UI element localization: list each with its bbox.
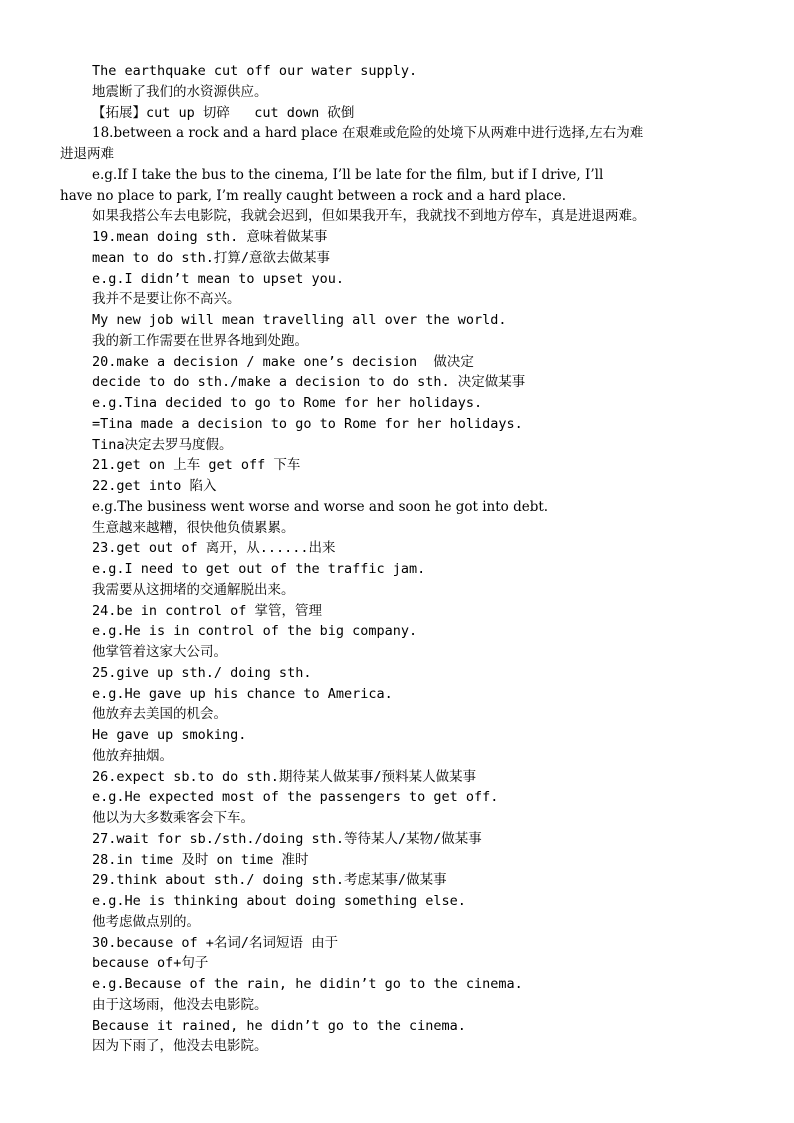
text-line: Tina决定去罗马度假。 [92, 436, 233, 453]
text-line: 生意越来越糟，很快他负债累累。 [92, 519, 295, 536]
text-line: e.g.Tina decided to go to Rome for her holidays. [92, 395, 483, 411]
text-line: 我的新工作需要在世界各地到处跑。 [92, 332, 308, 349]
text-line: 他掌管着这家大公司。 [92, 644, 227, 660]
text-line: e.g.He is thinking about doing something else. [92, 893, 466, 909]
text-line: Because it rained, he didn’t go to the cinema. [92, 1017, 466, 1034]
text-line: My new job will mean travelling all over the world. [92, 312, 507, 328]
document-body [60, 61, 740, 1057]
text-line: 29.think about sth./ doing sth.考虑某事/做某事 [92, 872, 447, 889]
text-line: 他放弃去美国的机会。 [92, 706, 227, 723]
text-line: =Tina made a decision to go to Rome for her holidays. [92, 415, 523, 432]
text-line: e.g.He is in control of the big company. [92, 623, 418, 640]
text-line: 地震断了我们的水资源供应。 [92, 83, 268, 100]
text-line: 24.be in control of 掌管，管理 [92, 602, 323, 619]
text-line: He gave up smoking. [92, 727, 247, 743]
text-line: 19.mean doing sth. 意味着做某事 [92, 229, 328, 245]
text-line: 他放弃抽烟。 [92, 747, 173, 764]
text-line-continuation: 进退两难 [60, 146, 114, 162]
text-line: e.g.He expected most of the passengers to get off. [92, 789, 499, 806]
text-line: 如果我搭公车去电影院，我就会迟到，但如果我开车，我就找不到地方停车，真是进退两难。 [92, 208, 646, 225]
text-line: 由于这场雨，他没去电影院。 [92, 996, 268, 1013]
text-line: mean to do sth.打算/意欲去做某事 [92, 249, 331, 266]
text-line: 22.get into 陷入 [92, 478, 217, 494]
text-line: 26.expect sb.to do sth.期待某人做某事/预料某人做某事 [92, 768, 477, 785]
text-line: 20.make a decision / make one’s decision 做决定 [92, 353, 474, 370]
text-line: because of+句子 [92, 955, 209, 972]
text-line: The earthquake cut off our water supply. [92, 63, 418, 79]
text-line: 他以为大多数乘客会下车。 [92, 810, 254, 826]
text-line: e.g.He gave up his chance to America. [92, 685, 393, 702]
text-line: 27.wait for sb./sth./doing sth.等待某人/某物/做某事 [92, 830, 482, 847]
text-line: 28.in time 及时 on time 准时 [92, 851, 309, 868]
text-line: e.g.If I take the bus to the cinema, I’ll be late for the film, but if I drive, I’ll [92, 166, 604, 183]
text-line: 25.give up sth./ doing sth. [92, 664, 312, 681]
text-line: e.g.I need to get out of the traffic jam. [92, 561, 426, 577]
text-line: decide to do sth./make a decision to do sth. 决定做某事 [92, 374, 526, 391]
text-line: 21.get on 上车 get off 下车 [92, 457, 301, 474]
text-line: e.g.I didn’t mean to upset you. [92, 270, 344, 287]
text-line: 他考虑做点别的。 [92, 913, 200, 930]
text-line: 30.because of +名词/名词短语 由于 [92, 934, 339, 951]
text-line: 因为下雨了，他没去电影院。 [92, 1038, 268, 1055]
text-line: 23.get out of 离开，从......出来 [92, 540, 336, 557]
text-line-continuation: have no place to park, I’m really caught between a rock and a hard place. [60, 187, 567, 204]
text-line: 我并不是要让你不高兴。 [92, 291, 241, 308]
text-line: e.g.The business went worse and worse and soon he got into debt. [92, 498, 549, 515]
text-line: e.g.Because of the rain, he didin’t go to the cinema. [92, 976, 523, 992]
text-line: 我需要从这拥堵的交通解脱出来。 [92, 581, 295, 598]
text-line: 【拓展】cut up 切碎 cut down 砍倒 [92, 104, 355, 121]
text-line: 18.between a rock and a hard place 在艰难或危险的处境下从两难中进行选择,左右为难 [92, 125, 644, 142]
